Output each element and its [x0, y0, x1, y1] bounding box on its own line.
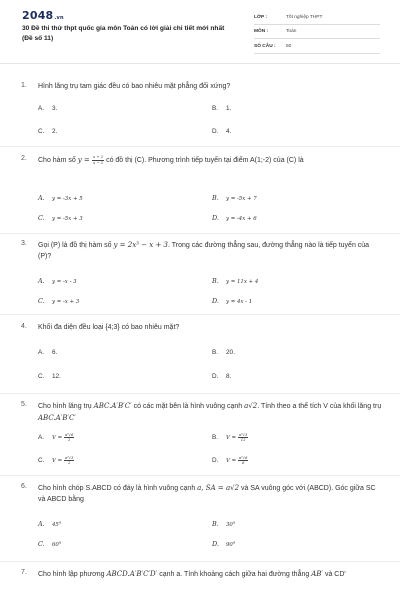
option-text: 1. — [226, 105, 232, 112]
fraction-denominator: 2 — [67, 437, 71, 443]
option-text: 2. — [52, 128, 58, 135]
question-number: 1. — [21, 82, 27, 89]
option-label: A. — [38, 105, 45, 112]
fraction — [238, 433, 249, 442]
option-label: D. — [212, 214, 219, 222]
question-text — [38, 240, 382, 262]
option-text: y = -4x + 6 — [226, 216, 257, 222]
question-5 — [0, 401, 400, 477]
question-text-part: có đồ thị (C). Phương trình tiếp tuyến tại điểm A(1;-2) của (C) là — [104, 157, 304, 164]
option-b[interactable] — [212, 520, 236, 528]
fraction-denominator: 12 — [240, 437, 246, 443]
math-expression: AB′ — [311, 570, 323, 578]
question-text-part: và SA vuông góc với (ABCD). Góc giữa SC và ABCD bằng — [38, 485, 376, 503]
question-number: 3. — [21, 240, 27, 247]
fraction-numerator: a³√3 — [64, 455, 74, 460]
option-label: C. — [38, 297, 45, 305]
question-6 — [0, 483, 400, 553]
option-text: y = -5x + 3 — [52, 216, 83, 222]
math-expression: ABCD.A′B′C′D′ — [106, 570, 158, 578]
option-label: D. — [212, 540, 219, 548]
option-d[interactable] — [212, 214, 257, 222]
fraction — [238, 456, 249, 465]
option-prefix: V = — [226, 458, 238, 465]
option-a[interactable] — [38, 277, 77, 285]
option-label: B. — [212, 349, 219, 356]
math-expression: y = 2x³ − x + 3 — [113, 241, 168, 249]
fraction — [64, 456, 75, 465]
option-text: y = -5x + 7 — [226, 196, 257, 202]
option-label: A. — [38, 434, 45, 442]
math-expression: a√2 — [244, 402, 258, 410]
question-divider — [0, 561, 400, 562]
document-title: 30 Đề thi thử thpt quốc gia môn Toán có lời giải chi tiết mới nhất (Đề số 11) — [22, 25, 225, 42]
option-b[interactable] — [212, 349, 235, 356]
question-4 — [0, 323, 400, 387]
question-text — [38, 401, 382, 424]
option-label: B. — [212, 105, 219, 112]
option-label: B. — [212, 520, 219, 528]
option-c[interactable] — [38, 373, 61, 380]
question-number: 5. — [21, 401, 27, 408]
fraction-denominator: x − 2 — [92, 159, 104, 165]
question-text-part: Gọi (P) là đồ thị hàm số — [38, 242, 114, 249]
option-d[interactable] — [212, 540, 236, 548]
question-divider — [0, 146, 400, 147]
question-divider — [0, 393, 400, 394]
option-b[interactable] — [212, 105, 231, 112]
question-3 — [0, 240, 400, 310]
option-label: C. — [38, 540, 45, 548]
meta-value: 50 — [286, 44, 292, 49]
option-text: 60° — [52, 542, 62, 548]
fraction — [92, 155, 104, 164]
question-text-part: . Tính theo a thể tích V của khối lăng trụ — [257, 403, 382, 410]
option-text: 20. — [226, 349, 235, 356]
question-text: Khối đa diện đều loại {4;3} có bao nhiêu mặt? — [38, 324, 180, 331]
option-d[interactable] — [212, 456, 248, 465]
option-text: y = 4x - 1 — [226, 299, 253, 305]
option-d[interactable] — [212, 373, 231, 380]
header-divider — [0, 63, 400, 64]
option-text: 30° — [226, 522, 236, 528]
option-text: y = -x + 3 — [52, 299, 80, 305]
logo-text: 2048 — [22, 9, 54, 22]
option-c[interactable] — [38, 456, 74, 465]
option-label: C. — [38, 457, 45, 465]
option-prefix: V = — [226, 435, 238, 442]
logo-suffix: .vn — [54, 15, 64, 21]
question-divider — [0, 314, 400, 315]
option-d[interactable] — [212, 128, 231, 135]
option-d[interactable] — [212, 297, 252, 305]
site-logo[interactable] — [22, 9, 64, 22]
question-text — [38, 569, 382, 581]
option-text: y = -x - 3 — [52, 279, 77, 285]
meta-value: Tốt nghiệp THPT — [286, 15, 323, 20]
question-text — [38, 483, 382, 505]
question-text-part: cạnh a. Tính khoảng cách giữa hai đường thẳng — [157, 571, 312, 578]
meta-row-question-count — [254, 43, 380, 54]
option-b[interactable] — [212, 277, 258, 285]
option-text: 12. — [52, 373, 61, 380]
option-prefix: V = — [52, 435, 64, 442]
option-a[interactable] — [38, 349, 57, 356]
option-a[interactable] — [38, 520, 62, 528]
question-divider — [0, 475, 400, 476]
question-divider — [0, 233, 400, 234]
option-label: D. — [212, 297, 219, 305]
question-number: 6. — [21, 483, 27, 490]
meta-key: SỐ CÂU : — [254, 44, 276, 49]
fraction-numerator: a³√3 — [238, 432, 248, 437]
option-c[interactable] — [38, 540, 62, 548]
option-a[interactable] — [38, 105, 57, 112]
question-number: 7. — [21, 569, 27, 576]
option-text: 4. — [226, 128, 232, 135]
meta-key: LỚP : — [254, 15, 268, 20]
meta-row-subject — [254, 28, 380, 39]
option-label: C. — [38, 128, 45, 135]
question-number: 4. — [21, 323, 27, 330]
option-text: 6. — [52, 349, 58, 356]
question-text-part: Cho hình lập phương — [38, 571, 107, 578]
option-text: 90° — [226, 542, 236, 548]
question-text-part: Cho hình lăng trụ — [38, 403, 94, 410]
option-text: y = -3x + 5 — [52, 196, 83, 202]
meta-row-class — [254, 14, 380, 25]
option-text: 3. — [52, 105, 58, 112]
question-1 — [0, 82, 400, 142]
fraction-numerator: a³√6 — [238, 455, 248, 460]
option-text: 45° — [52, 522, 62, 528]
question-number: 2. — [21, 155, 27, 162]
option-label: A. — [38, 194, 45, 202]
meta-value: Toán — [286, 29, 297, 34]
option-c[interactable] — [38, 297, 79, 305]
option-label: A. — [38, 349, 45, 356]
question-2 — [0, 155, 400, 230]
option-label: B. — [212, 194, 219, 202]
question-7 — [0, 569, 400, 599]
question-text-part: Cho hàm số — [38, 157, 78, 164]
option-text: y = 11x + 4 — [226, 279, 259, 285]
fraction-numerator: x + 2 — [92, 154, 104, 160]
option-prefix: V = — [52, 458, 64, 465]
fraction-denominator: 2 — [67, 460, 71, 466]
document-header — [0, 0, 400, 62]
option-label: D. — [212, 128, 219, 135]
option-label: A. — [38, 277, 45, 285]
fraction-denominator: 6 — [241, 460, 245, 466]
math-expression: a, SA = a√2 — [197, 484, 240, 492]
option-label: D. — [212, 457, 219, 465]
question-text-part: có các mặt bên là hình vuông cạnh — [131, 403, 245, 410]
option-label: D. — [212, 373, 219, 380]
question-text-part: . Trong các đường thẳng sau, đường thẳng nào là tiếp tuyến của (P)? — [38, 242, 370, 260]
fraction-numerator: a³√6 — [64, 432, 74, 437]
option-label: A. — [38, 520, 45, 528]
math-expression: y = — [77, 156, 92, 164]
option-b[interactable] — [212, 194, 257, 202]
option-b[interactable] — [212, 433, 248, 442]
option-c[interactable] — [38, 214, 83, 222]
option-c[interactable] — [38, 128, 57, 135]
option-a[interactable] — [38, 433, 74, 442]
option-text: 8. — [226, 373, 232, 380]
question-text-part: Cho hình chóp S.ABCD có đáy là hình vuông cạnh — [38, 485, 198, 492]
option-label: B. — [212, 277, 219, 285]
question-text: Hình lăng trụ tam giác đều có bao nhiêu mặt phẳng đối xứng? — [38, 83, 231, 90]
option-label: C. — [38, 373, 45, 380]
option-a[interactable] — [38, 194, 83, 202]
math-expression: ABC.A′B′C′ — [38, 413, 76, 422]
option-label: C. — [38, 214, 45, 222]
fraction — [64, 433, 75, 442]
question-text — [38, 155, 382, 167]
math-expression: ABC.A′B′C′ — [93, 402, 132, 410]
question-text-part: và CD′ — [323, 571, 346, 578]
meta-key: MÔN : — [254, 29, 269, 34]
option-label: B. — [212, 434, 219, 442]
